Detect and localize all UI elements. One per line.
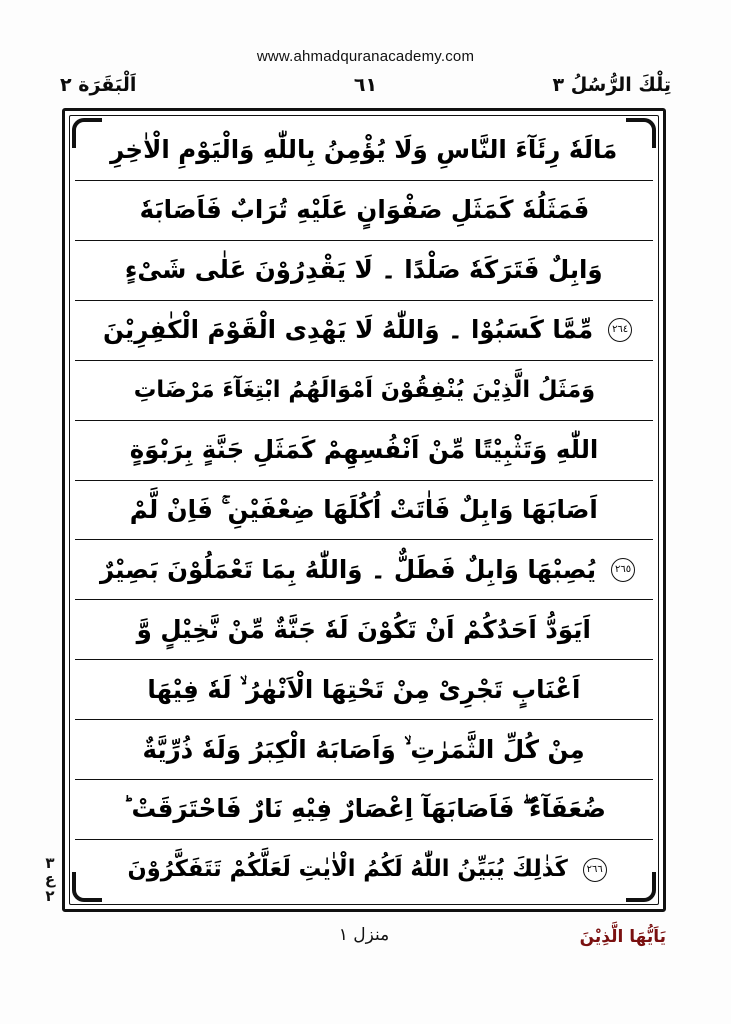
ayah-text: مِّمَّا كَسَبُوْا ۔ وَاللّٰهُ لَا يَهْدِى الْقَوْمَ الْكٰفِرِيْنَ xyxy=(102,315,594,345)
ayah-text: اَصَابَهَا وَابِلٌ فَاٰتَتْ اُكُلَهَا ضِعْفَيْنِ ۚ فَاِنْ لَّمْ xyxy=(130,494,599,524)
ayah-text: وَمَثَلُ الَّذِيْنَ يُنْفِقُوْنَ اَمْوَالَهُمُ ابْتِغَآءَ مَرْضَاتِ xyxy=(133,377,595,404)
ayah-text: اللّٰهِ وَتَثْبِيْتًا مِّنْ اَنْفُسِهِمْ كَمَثَلِ جَنَّةٍ بِرَبْوَةٍ xyxy=(129,434,599,464)
ayah-line-4 xyxy=(75,301,653,361)
ruku-marker xyxy=(40,855,60,905)
ruku-marker-bottom: ٢ xyxy=(45,886,55,905)
ayah-text: مَالَهٗ رِئَآءَ النَّاسِ وَلَا يُؤْمِنُ بِاللّٰهِ وَالْيَوْمِ الْاٰخِرِ xyxy=(110,135,618,165)
ayah-line-6 xyxy=(75,421,653,481)
ayah-line-11 xyxy=(75,720,653,780)
ayah-line-5 xyxy=(75,361,653,421)
catchword-right: يَاَيُّهَا الَّذِيْنَ xyxy=(579,927,666,947)
verse-number-medallion: ٢٦٦ xyxy=(583,858,607,882)
page-number-label: ٦١ xyxy=(353,74,378,96)
ayah-text: فَمَثَلُهٗ كَمَثَلِ صَفْوَانٍ عَلَيْهِ تُرَابٌ فَاَصَابَهٗ xyxy=(139,195,589,225)
ayah-text: وَابِلٌ فَتَرَكَهٗ صَلْدًا ۔ لَا يَقْدِرُوْنَ عَلٰى شَىْءٍ xyxy=(125,255,603,285)
text-frame xyxy=(62,108,666,912)
ruku-marker-top: ٣ xyxy=(45,853,55,872)
ayah-line-13 xyxy=(75,840,653,899)
ayah-text: ضُعَفَآءُ ۖ فَاَصَابَهَآ اِعْصَارٌ فِيْهِ نَارٌ فَاحْتَرَقَتْ ؕ xyxy=(122,794,606,824)
ayah-line-7 xyxy=(75,481,653,541)
ayah-line-10 xyxy=(75,660,653,720)
ayah-line-9 xyxy=(75,600,653,660)
ruku-marker-middle: ع xyxy=(44,870,56,888)
ayah-text: اَعْنَابٍ تَجْرِىْ مِنْ تَحْتِهَا الْاَنْهٰرُ ۙ لَهٗ فِيْهَا xyxy=(147,674,581,704)
manzil-label: منزل ١ xyxy=(338,925,390,945)
ayah-lines xyxy=(75,121,653,899)
page-footer xyxy=(62,925,666,953)
ayah-text: اَيَوَدُّ اَحَدُكُمْ اَنْ تَكُوْنَ لَهٗ جَنَّةٌ مِّنْ نَّخِيْلٍ وَّ xyxy=(136,614,592,644)
ayah-text: يُصِبْهَا وَابِلٌ فَطَلٌّ ۔ وَاللّٰهُ بِمَا تَعْمَلُوْنَ بَصِيْرٌ xyxy=(99,554,597,584)
ayah-line-1 xyxy=(75,121,653,181)
ayah-text: مِنْ كُلِّ الثَّمَرٰتِ ۙ وَاَصَابَهُ الْكِبَرُ وَلَهٗ ذُرِّيَّةٌ xyxy=(142,734,586,764)
juz-name-label: تِلْكَ الرُّسُلُ ٣ xyxy=(552,74,671,96)
ayah-line-2 xyxy=(75,181,653,241)
website-url: www.ahmadquranacademy.com xyxy=(256,48,475,65)
ayah-line-3 xyxy=(75,241,653,301)
verse-number-medallion: ٢٦٥ xyxy=(611,558,635,582)
ayah-text: كَذٰلِكَ يُبَيِّنُ اللّٰهُ لَكُمُ الْاٰيٰتِ لَعَلَّكُمْ تَتَفَكَّرُوْنَ xyxy=(127,856,569,883)
verse-number-medallion: ٢٦٤ xyxy=(608,318,632,342)
page-header xyxy=(60,74,671,100)
surah-name-label: اَلْبَقَرَة ٢ xyxy=(60,74,137,96)
ayah-line-12 xyxy=(75,780,653,840)
ayah-line-8 xyxy=(75,540,653,600)
